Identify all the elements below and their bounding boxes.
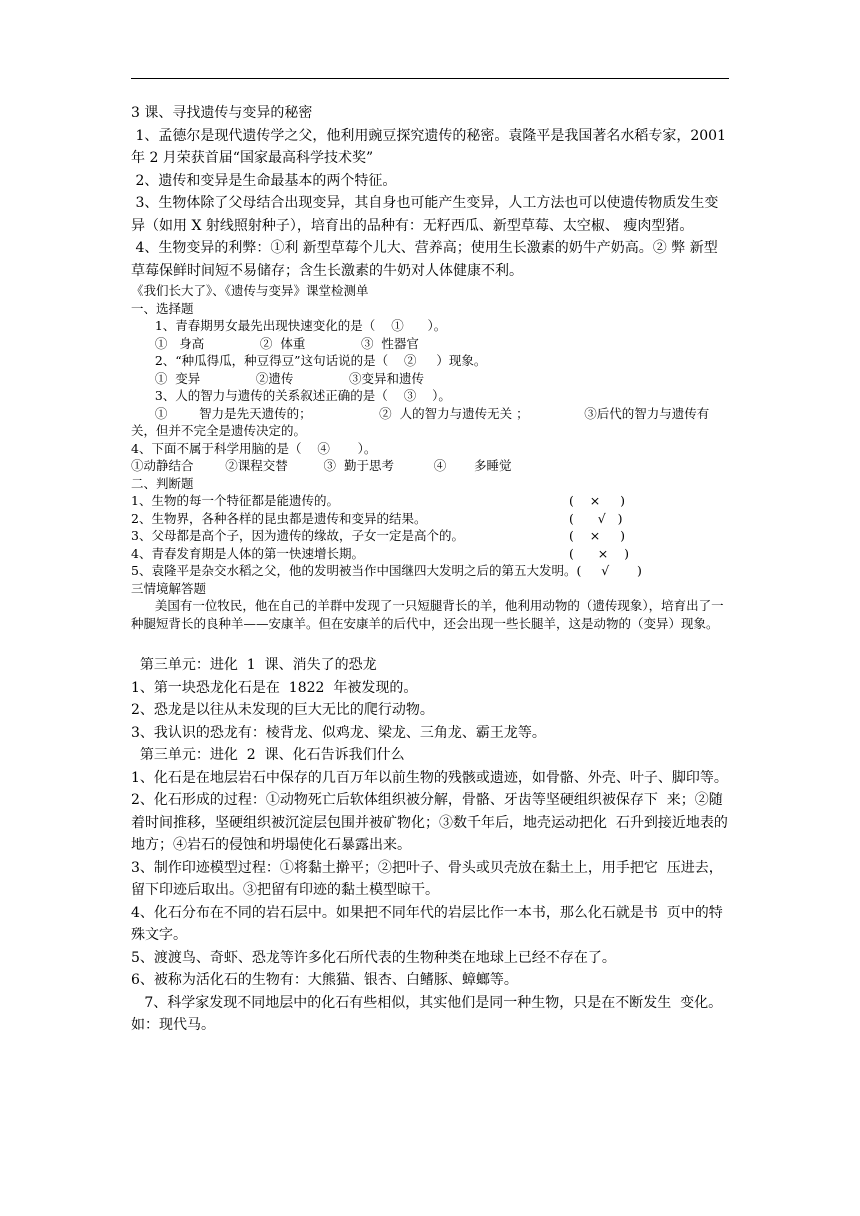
judge-mark: ( √ ): [569, 510, 623, 526]
judge-mark: ( × ): [569, 493, 625, 508]
choice-line: ① 身高 ② 体重 ③ 性器官: [131, 335, 419, 351]
section-title: 3 课、寻找遗传与变异的秘密: [131, 105, 313, 121]
paragraph: 1、第一块恐龙化石是在 1822 年被发现的。: [131, 679, 418, 696]
judge-text: 1、生物的每一个特征都是能遗传的。: [131, 493, 339, 508]
paragraph: 6、被称为活化石的生物有：大熊猫、银杏、白鳍豚、蟑螂等。: [131, 972, 518, 988]
paragraph: 1、孟德尔是现代遗传学之父，他利用豌豆探究遗传的秘密。袁隆平是我国著名水稻专家，2001 年 2 月荣获首届“国家最高科学技术奖”: [131, 127, 731, 166]
judge-mark: ( × ): [569, 545, 629, 561]
paragraph: 4、化石分布在不同的岩石层中。如果把不同年代的岩层比作一本书，那么化石就是书 页中的特殊文字。: [131, 904, 723, 943]
paragraph: 2、遗传和变异是生命最基本的两个特征。: [131, 172, 397, 189]
quiz-section: [131, 282, 729, 632]
choice-line: 4、下面不属于科学用脑的是（ ④ ）。: [131, 440, 377, 456]
paragraph: 5、渡渡鸟、奇虾、恐龙等许多化石所代表的生物种类在地球上已经不存在了。: [131, 949, 616, 966]
part-title: 三情境解答题: [131, 580, 207, 596]
part-title: 一、选择题: [131, 300, 194, 316]
judge-item: [131, 527, 729, 545]
section-heredity: [131, 102, 729, 282]
paragraph: 1、化石是在地层岩石中保存的几百万年以前生物的残骸或遗迹，如骨骼、外壳、叶子、脚印等。: [131, 769, 728, 786]
choice-line: 2、“种瓜得瓜，种豆得豆”这句话说的是（ ② ）现象。: [131, 353, 487, 368]
paragraph: 3、制作印迹模型过程：①将黏土擀平；②把叶子、骨头或贝壳放在黏土上，用手把它 压进去，留下印迹后取出。③把留有印迹的黏土模型晾干。: [131, 859, 723, 898]
scenario-answer: 美国有一位牧民，他在自己的羊群中发现了一只短腿背长的羊，他利用动物的（遗传现象），培育出了一种腿短背长的良种羊——安康羊。但在安康羊的后代中，还会出现一些长腿羊，这是动物的（变异）现象。: [131, 598, 724, 631]
paragraph: 2、恐龙是以往从未发现的巨大无比的爬行动物。: [131, 702, 434, 718]
part-title: 二、判断题: [131, 475, 194, 491]
paragraph: 3、生物体除了父母结合出现变异，其自身也可能产生变异，人工方法也可以使遗传物质发生变异（如用 X 射线照射种子），培育出的品种有：无籽西瓜、新型草莓、太空椒、 瘦肉型猪。: [131, 195, 719, 234]
choice-line: ① 智力是先天遗传的； ② 人的智力与遗传无关 ； ③后代的智力与遗传有关，但并不完全是遗传决定的。: [131, 405, 710, 438]
choice-line: 1、青春期男女最先出现快速变化的是（ ① ）。: [131, 318, 447, 333]
section-dinosaurs: [131, 654, 729, 744]
judge-text: 3、父母都是高个子，因为遗传的缘故，子女一定是高个的。: [131, 528, 464, 543]
paragraph: 4、生物变异的利弊：①利 新型草莓个儿大、营养高；使用生长激素的奶牛产奶高。② 弊 新型草莓保鲜时间短不易储存；含生长激素的牛奶对人体健康不利。: [131, 240, 718, 279]
paragraph: 2、化石形成的过程：①动物死亡后软体组织被分解，骨骼、牙齿等坚硬组织被保存下 来；②随着时间推移，坚硬组织被沉淀层包围并被矿物化；③数千年后，地壳运动把化 石升到接近地表的地方；④岩石的侵蚀和坍塌使化石暴露出来。: [131, 792, 728, 853]
judge-item: [131, 492, 729, 510]
choice-line: ① 变异 ②遗传 ③变异和遗传: [131, 370, 425, 386]
judge-text: 4、青春发育期是人体的第一快速增长期。: [131, 545, 364, 561]
judge-item: [131, 510, 729, 528]
spacer: [131, 632, 729, 654]
choice-line: ①动静结合 ②课程交替 ③ 勤于思考 ④ 多睡觉: [131, 458, 512, 473]
judge-mark: ( × ): [569, 528, 625, 543]
section-title: 第三单元：进化 2 课、化石告诉我们什么: [131, 747, 405, 763]
document-body: [131, 102, 729, 1037]
judge-item: [131, 545, 729, 563]
paragraph: 3、我认识的恐龙有：棱背龙、似鸡龙、梁龙、三角龙、霸王龙等。: [131, 724, 546, 741]
quiz-title: 《我们长大了》、《遗传与变异》课堂检测单: [131, 283, 369, 298]
judge-text: 2、生物界，各种各样的昆虫都是遗传和变异的结果。: [131, 510, 427, 526]
choice-line: 3、人的智力与遗传的关系叙述正确的是（ ③ ）。: [131, 388, 451, 403]
judge-item: 5、袁隆平是杂交水稻之父，他的发明被当作中国继四大发明之后的第五大发明。( √ ): [131, 563, 642, 578]
section-title: 第三单元：进化 1 课、消失了的恐龙: [131, 657, 377, 673]
section-fossils: [131, 744, 729, 1037]
header-rule: [131, 78, 729, 79]
paragraph: 7、科学家发现不同地层中的化石有些相似，其实他们是同一种生物，只是在不断发生 变化。如：现代马。: [131, 994, 723, 1033]
